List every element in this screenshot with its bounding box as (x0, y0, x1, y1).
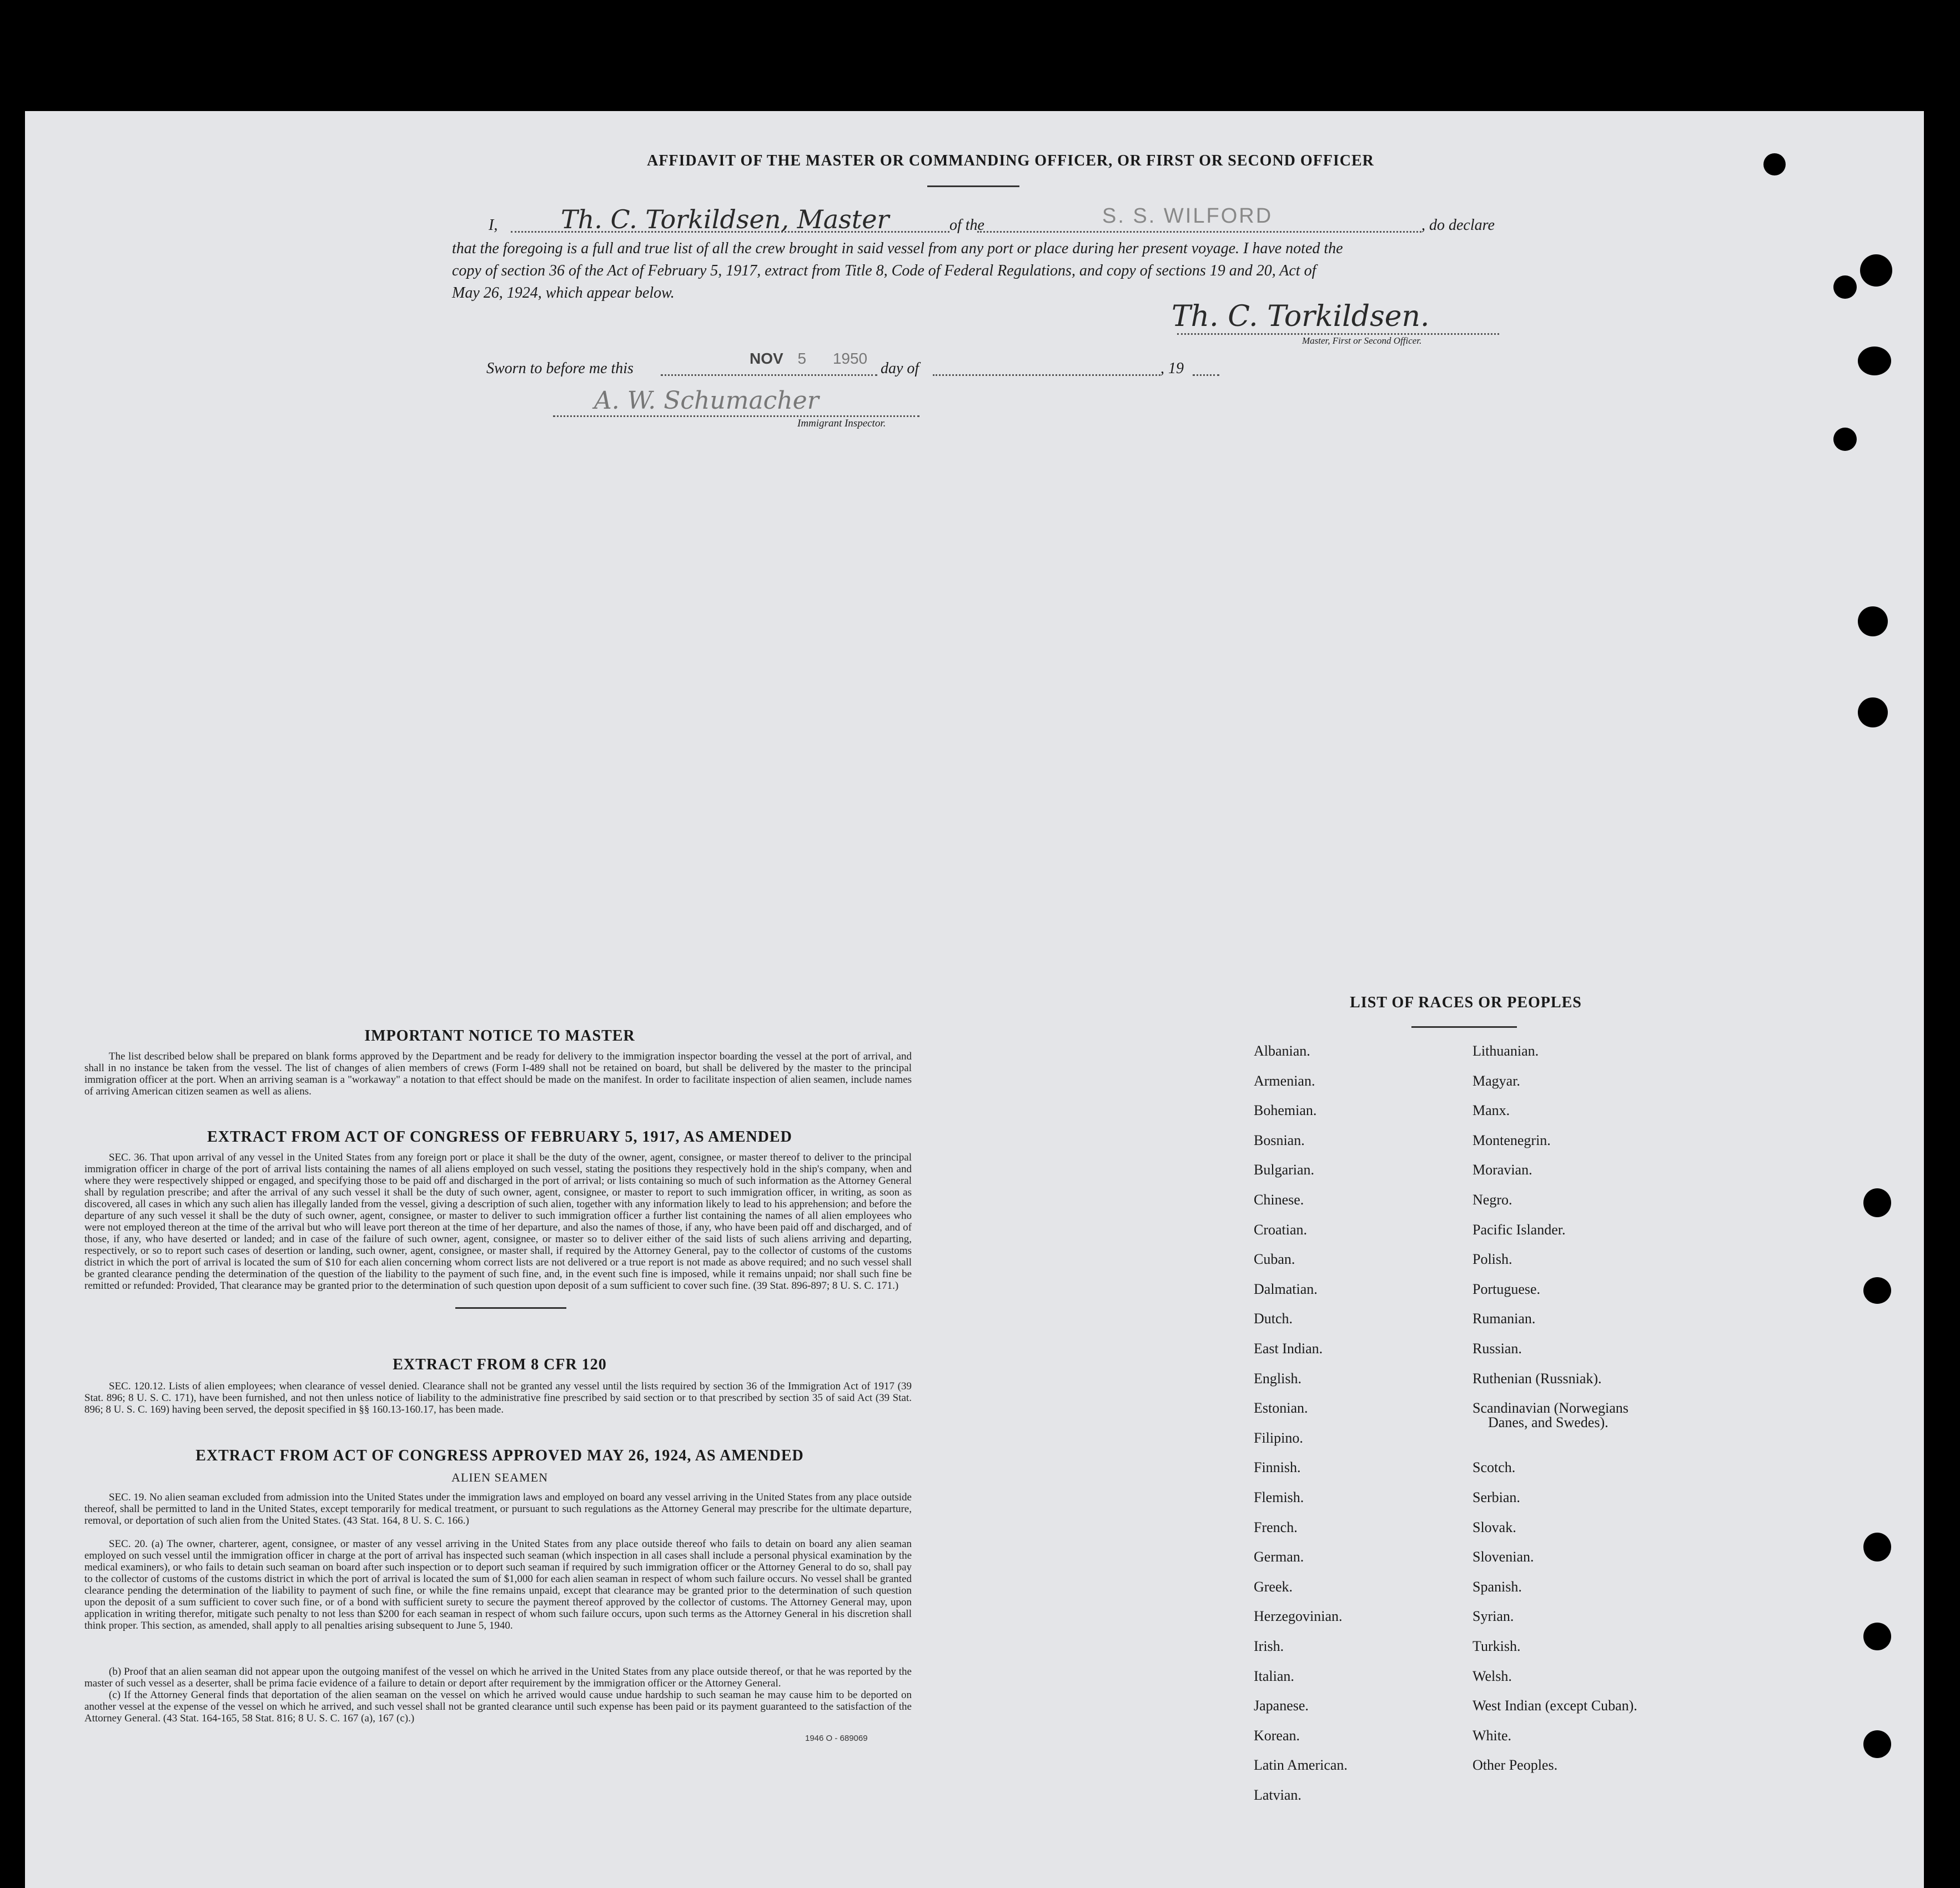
affidavit-line2: that the foregoing is a full and true list of all the crew brought in said vessel from any port or place during her present voyage. I have noted the (452, 240, 1343, 257)
race-item: Filipino. (1254, 1429, 1303, 1446)
race-item: Spanish. (1472, 1578, 1522, 1595)
race-item: Slovenian. (1472, 1549, 1534, 1565)
extract-1924-sec20b: (b) Proof that an alien seaman did not appear upon the outgoing manifest of the vessel on which he arrived in the United States from any place outside thereof, or that he was reported by the master of such vessel as a deserter, shall be prima facie evidence of a failure to detain or deport after requirement by the immigration officer or the Attorney General. (84, 1666, 912, 1689)
vessel-dotted-line (977, 231, 1421, 233)
punch-hole (1863, 1623, 1891, 1650)
affidavit-line4: May 26, 1924, which appear below. (452, 284, 675, 302)
extract-cfr-text: SEC. 120.12. Lists of alien employees; when clearance of vessel denied. Clearance shall not be granted any vessel until the lists required by section 36 of the Immigration Act of 1917 (39 Stat. 896; 8 U. S. C. 171), have been furnished, and not then unless notice of liability to the administrative fine prescribed by said section or to that prescribed by section 35 of said Act (39 Stat. 896; 8 U. S. C. 169) having been served, the deposit specified in §§ 160.13-160.17, has been made. (84, 1380, 912, 1415)
race-item: French. (1254, 1519, 1298, 1535)
race-item: Albanian. (1254, 1043, 1310, 1059)
race-item: Manx. (1472, 1102, 1510, 1119)
affidavit-line3: copy of section 36 of the Act of February 5, 1917, extract from Title 8, Code of Federal Regulations, and copy of sections 19 and 20, Act of (452, 262, 1316, 279)
race-item: Bohemian. (1254, 1102, 1317, 1119)
divider-1 (455, 1307, 566, 1309)
race-item: Finnish. (1254, 1459, 1301, 1476)
races-title: LIST OF RACES OR PEOPLES (1350, 994, 1582, 1011)
year-prefix: , 19 (1160, 360, 1184, 377)
punch-hole (1833, 428, 1857, 451)
print-code: 1946 O - 689069 (805, 1734, 868, 1743)
punch-hole (1858, 606, 1888, 636)
race-item: Bosnian. (1254, 1132, 1305, 1148)
race-item: Japanese. (1254, 1698, 1309, 1714)
race-item: Lithuanian. (1472, 1043, 1539, 1059)
race-item: Syrian. (1472, 1608, 1514, 1625)
race-item: Irish. (1254, 1638, 1284, 1654)
year-dotted-line (1193, 374, 1219, 376)
race-item: Croatian. (1254, 1221, 1308, 1238)
inspector-dotted-line (553, 415, 919, 417)
extract-1924-sec19: SEC. 19. No alien seaman excluded from admission into the United States under the immigration laws and employed on board any vessel arriving in the United States from any place outside thereof, shall be permitted to land in the United States, except temporarily for medical treatment, or pursuant to such regulations as the Attorney General may prescribe for the ultimate departure, removal, or deportation of such alien from the United States. (43 Stat. 164, 8 U. S. C. 166.) (84, 1492, 912, 1527)
day-of-label: day of (881, 360, 919, 377)
affidavit-title: AFFIDAVIT OF THE MASTER OR COMMANDING OFFICER, OR FIRST OR SECOND OFFICER (647, 152, 1374, 169)
race-item: Italian. (1254, 1668, 1294, 1684)
stamp-month: NOV (750, 350, 783, 367)
race-item: Pacific Islander. (1472, 1221, 1566, 1238)
race-item: Turkish. (1472, 1638, 1521, 1654)
race-item: Estonian. (1254, 1400, 1308, 1417)
master-signature: Th. C. Torkildsen. (1172, 300, 1430, 333)
race-item: Latin American. (1254, 1757, 1348, 1774)
race-item: Scotch. (1472, 1459, 1516, 1476)
punch-hole (1858, 697, 1888, 727)
punch-hole (1833, 275, 1857, 299)
race-item: Korean. (1254, 1727, 1300, 1744)
inspector-signature: A. W. Schumacher (594, 386, 819, 415)
race-item: Dutch. (1254, 1310, 1293, 1327)
do-declare-label: , do declare (1421, 217, 1495, 234)
extract-1924-title: EXTRACT FROM ACT OF CONGRESS APPROVED MAY 26, 1924, AS AMENDED (195, 1447, 804, 1464)
inspector-caption: Immigrant Inspector. (797, 418, 886, 429)
race-item: Russian. (1472, 1340, 1522, 1357)
vessel-name-stamp: S. S. WILFORD (1102, 204, 1273, 228)
punch-hole (1863, 1730, 1891, 1758)
extract-1924-subtitle: ALIEN SEAMEN (451, 1470, 548, 1484)
race-item: Herzegovinian. (1254, 1608, 1343, 1625)
race-item: Rumanian. (1472, 1310, 1536, 1327)
race-item: Welsh. (1472, 1668, 1512, 1684)
race-item: Magyar. (1472, 1072, 1520, 1089)
race-item: Montenegrin. (1472, 1132, 1551, 1148)
race-item: White. (1472, 1727, 1512, 1744)
race-item: Negro. (1472, 1192, 1512, 1208)
notice-text: The list described below shall be prepared on blank forms approved by the Department and be ready for delivery to the immigration inspector boarding the vessel at the port of arrival, and shall in no instance be taken from the vessel. The list of changes of alien members of crews (Form I-489 shall not be retained on board, but shall be delivered by the master to the principal immigration officer at the port. When an arriving seaman is a "workaway" a notation to that effect should be made on the manifest. In order to facilitate inspection of alien seamen, include names of arriving American citizen seamen as well as aliens. (84, 1051, 912, 1097)
extract-1917-title: EXTRACT FROM ACT OF CONGRESS OF FEBRUARY 5, 1917, AS AMENDED (207, 1128, 792, 1146)
race-item: Polish. (1472, 1251, 1512, 1268)
race-item: Flemish. (1254, 1489, 1304, 1505)
race-item: East Indian. (1254, 1340, 1323, 1357)
extract-1924-sec20a: SEC. 20. (a) The owner, charterer, agent, consignee, or master of any vessel arriving in the United States from any place outside thereof who fails to detain on board any alien seaman employed on such vessel until the immigration officer in charge at the port of arrival has inspected such seaman (which inspection in all cases shall include a personal physical examination by the medical examiners), or who fails to detain such seaman on board after such inspection or to deport such seaman if required by such immigration officer or the Attorney General to do so, shall pay to the collector of customs of the customs district in which the port of arrival is located the sum of $1,000 for each alien seaman in respect of whom such failure occurs. No vessel shall be granted clearance pending the determination of the liability to payment of such fine, or while the fine remains unpaid, except that clearance may be granted prior to the determination of such question upon the deposit of a sum sufficient to cover such fine, or of a bond with sufficient surety to secure the payment thereof approved by the collector of customs. The Attorney General may, upon application in writing therefor, mitigate such penalty to not less than $200 for each seaman in respect of whom such failure occurs, upon such terms as the Attorney General in his discretion shall think proper. This section, as amended, shall apply to all penalties arising subsequent to June 5, 1940. (84, 1538, 912, 1631)
punch-hole (1763, 153, 1786, 175)
extract-cfr-title: EXTRACT FROM 8 CFR 120 (393, 1356, 607, 1373)
punch-hole (1863, 1277, 1891, 1304)
race-item: Other Peoples. (1472, 1757, 1558, 1774)
punch-hole (1863, 1188, 1891, 1217)
stamp-day: 5 (797, 350, 807, 367)
race-item: Portuguese. (1472, 1281, 1541, 1297)
race-item: English. (1254, 1370, 1301, 1387)
signature-caption: Master, First or Second Officer. (1302, 335, 1422, 346)
extract-1917-text: SEC. 36. That upon arrival of any vessel in the United States from any foreign port or place it shall be the duty of the owner, agent, consignee, or master thereof to deliver to the principal immigration officer in charge of the port of arrival lists containing the names of all aliens employed on such vessel, stating the positions they respectively hold in the ship's company, when and where they were respectively shipped or engaged, and specifying those to be paid off and discharged in the port of arrival; or lists containing so much of such information as the Attorney General shall by regulation prescribe; and after the arrival of any such vessel it shall be the duty of such owner, agent, consignee, or master to report to such immigration officer, in writing, as soon as discovered, all cases in which any such alien has illegally landed from the vessel, giving a description of such alien, together with any information likely to lead to his apprehension; and before the departure of any such vessel it shall be the duty of such owner, agent, consignee, or master to deliver to such immigration officer a further list containing the names of all alien employees who were not employed thereon at the time of the arrival but who will leave port thereon at the time of her departure, and also the names of those, if any, who have been paid off and discharged, and of those, if any, who have deserted or landed; and in case of the failure of such owner, agent, consignee, or master so to deliver either of the said lists of such aliens arriving and departing, respectively, or so to report such cases of desertion or landing, such owner, agent, consignee, or master shall, if required by the Attorney General, pay to the collector of customs of the customs district in which the port of arrival is located the sum of $10 for each alien concerning whom correct lists are not delivered or a true report is not made as above required; and no such vessel shall be granted clearance pending the determination of the question of the liability to the payment of such fine, and, in the event such fine is imposed, while it remains unpaid; nor shall such fine be remitted or refunded: Provided, That clearance may be granted prior to the determination of such question upon deposit of a sum sufficient to cover such fine. (39 Stat. 896-897; 8 U. S. C. 171.) (84, 1152, 912, 1292)
sworn-date-stamp (750, 350, 867, 368)
race-item: Moravian. (1472, 1162, 1532, 1178)
sworn-prefix: Sworn to before me this (486, 360, 634, 377)
race-item: Slovak. (1472, 1519, 1516, 1535)
month-dotted-line (933, 374, 1160, 376)
race-item: Chinese. (1254, 1192, 1304, 1208)
notice-title: IMPORTANT NOTICE TO MASTER (364, 1027, 635, 1045)
punch-hole (1863, 1533, 1891, 1561)
race-item: Scandinavian (Norwegians (1472, 1400, 1629, 1417)
race-item: Armenian. (1254, 1072, 1315, 1089)
punch-hole (1860, 254, 1892, 287)
race-item: Bulgarian. (1254, 1162, 1315, 1178)
race-item: West Indian (except Cuban). (1472, 1698, 1637, 1714)
race-item: Dalmatian. (1254, 1281, 1318, 1297)
punch-hole (1858, 347, 1891, 375)
master-name-handwritten: Th. C. Torkildsen, Master (561, 204, 889, 234)
sworn-day-dotted-line (661, 374, 877, 376)
race-item: Latvian. (1254, 1787, 1301, 1803)
stamp-year: 1950 (832, 350, 868, 367)
title-rule (927, 185, 1019, 187)
races-title-rule (1411, 1026, 1517, 1028)
affidavit-line1-prefix: I, (489, 217, 498, 234)
race-item: Danes, and Swedes). (1488, 1414, 1609, 1431)
of-the-label: of the (949, 217, 984, 234)
signature-dotted-line (1177, 333, 1499, 335)
race-item: German. (1254, 1549, 1304, 1565)
race-item: Cuban. (1254, 1251, 1295, 1268)
race-item: Serbian. (1472, 1489, 1520, 1505)
extract-1924-sec20c: (c) If the Attorney General finds that deportation of the alien seaman on the vessel on which he arrived would cause undue hardship to such seaman he may cause him to be deported on another vessel at the expense of the vessel on which he arrived, and such vessel shall not be granted clearance until such expense has been paid or its payment guaranteed to the satisfaction of the Attorney General. (43 Stat. 164-165, 58 Stat. 816; 8 U. S. C. 167 (a), 167 (c).) (84, 1689, 912, 1724)
race-item: Ruthenian (Russniak). (1472, 1370, 1602, 1387)
race-item: Greek. (1254, 1578, 1293, 1595)
